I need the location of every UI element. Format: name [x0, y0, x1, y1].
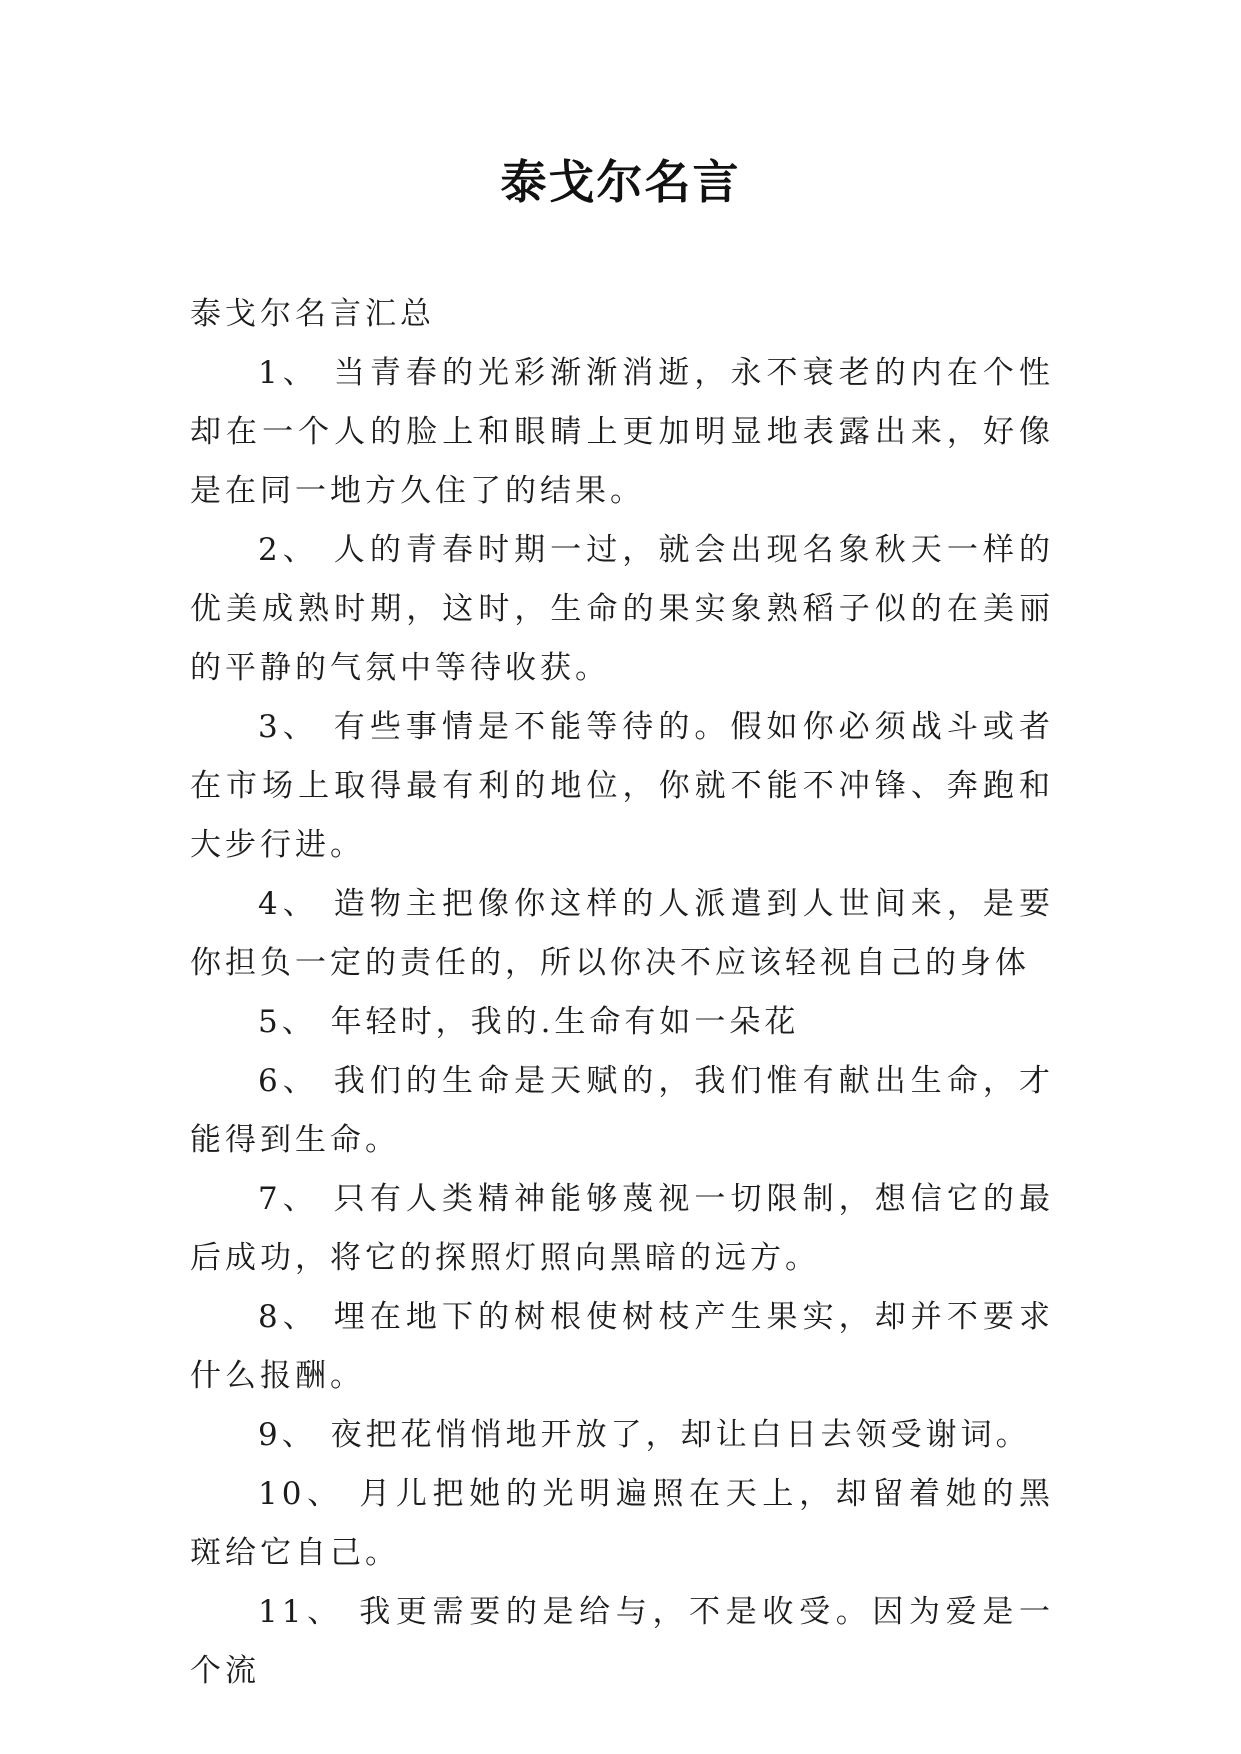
- quote-item-10: 10、 月儿把她的光明遍照在天上，却留着她的黑斑给它自己。: [190, 1476, 1054, 1571]
- quote-item-2: 2、 人的青春时期一过，就会出现名象秋天一样的优美成熟时期，这时，生命的果实象熟稻子似的在美丽的平静的气氛中等待收获。: [190, 532, 1054, 686]
- quote-item-11: 11、 我更需要的是给与，不是收受。因为爱是一个流: [190, 1594, 1054, 1689]
- quote-item-1: 1、 当青春的光彩渐渐消逝，永不衰老的内在个性却在一个人的脸上和眼睛上更加明显地表露出来，好像是在同一地方久住了的结果。: [190, 355, 1054, 509]
- quote-item-7: 7、 只有人类精神能够蔑视一切限制，想信它的最后成功，将它的探照灯照向黑暗的远方。: [190, 1181, 1054, 1276]
- quote-item-5: 5、 年轻时，我的.生命有如一朵花: [258, 1004, 800, 1040]
- document-subtitle: 泰戈尔名言汇总: [190, 296, 435, 332]
- document-title: 泰戈尔名言: [500, 155, 741, 209]
- quote-item-4: 4、 造物主把像你这样的人派遣到人世间来，是要你担负一定的责任的，所以你决不应该轻视自己的身体: [190, 886, 1054, 981]
- document-body: [190, 285, 1054, 1701]
- quote-item-8: 8、 埋在地下的树根使树枝产生果实，却并不要求什么报酬。: [190, 1299, 1054, 1394]
- quote-item-6: 6、 我们的生命是天赋的，我们惟有献出生命，才能得到生命。: [190, 1063, 1054, 1158]
- quote-item-9: 9、 夜把花悄悄地开放了，却让白日去领受谢词。: [258, 1417, 1031, 1453]
- quote-item-3: 3、 有些事情是不能等待的。假如你必须战斗或者在市场上取得最有利的地位，你就不能不冲锋、奔跑和大步行进。: [190, 709, 1054, 863]
